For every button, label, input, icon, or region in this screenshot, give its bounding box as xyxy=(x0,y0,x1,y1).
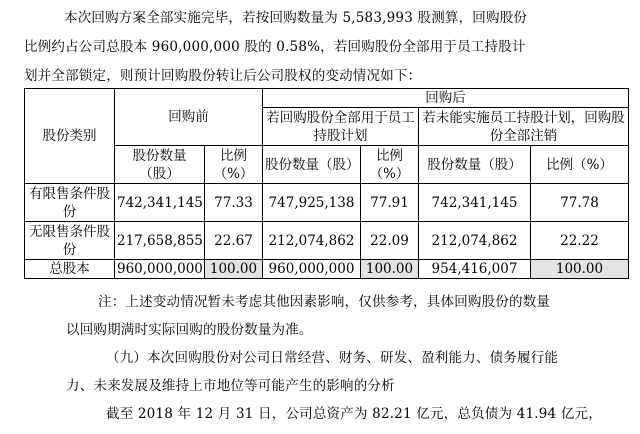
subheader-ratio: 比例（%） xyxy=(361,146,419,184)
cell-b-shares: 954,416,007 xyxy=(419,260,531,279)
intro-line-3: 划并全部锁定，则预计回购股份转让后公司股权的变动情况如下： xyxy=(24,68,422,84)
intro-line-2: 比例约占公司总股本 960,000,000 股的 0.58%，若回购股份全部用于员工持股计 xyxy=(24,39,526,55)
row-label: 有限售条件股份 xyxy=(25,184,115,222)
intro-line-1: 本次回购方案全部实施完毕，若按回购数量为 5,583,993 股测算，回购股份 xyxy=(64,10,528,26)
share-change-table xyxy=(24,88,629,279)
header-category: 股份类别 xyxy=(25,89,115,184)
cell-before-ratio: 22.67 xyxy=(205,222,263,260)
cell-a-shares: 212,074,862 xyxy=(263,222,361,260)
cell-b-shares: 212,074,862 xyxy=(419,222,531,260)
cell-b-ratio: 77.78 xyxy=(531,184,629,222)
last-line: 截至 2018 年 12 月 31 日，公司总资产为 82.21 亿元，总负债为 41.94 亿元， xyxy=(106,406,602,422)
subheader-shares: 股份数量（股） xyxy=(419,146,531,184)
subheader-ratio: 比例（%） xyxy=(531,146,629,184)
cell-before-shares: 742,341,145 xyxy=(115,184,205,222)
cell-a-shares: 747,925,138 xyxy=(263,184,361,222)
cell-a-ratio: 22.09 xyxy=(361,222,419,260)
cell-a-shares: 960,000,000 xyxy=(263,260,361,279)
header-after: 回购后 xyxy=(263,89,629,108)
row-label: 无限售条件股份 xyxy=(25,222,115,260)
row-label: 总股本 xyxy=(25,260,115,279)
cell-b-ratio: 100.00 xyxy=(531,260,629,279)
header-before: 回购前 xyxy=(115,89,263,146)
table-row xyxy=(25,260,629,279)
section-line-1: （九）本次回购股份对公司日常经营、财务、研发、盈利能力、债务履行能 xyxy=(106,350,559,366)
cell-before-shares: 217,658,855 xyxy=(115,222,205,260)
cell-a-ratio: 77.91 xyxy=(361,184,419,222)
subheader-ratio: 比例（%） xyxy=(205,146,263,184)
cell-b-shares: 742,341,145 xyxy=(419,184,531,222)
cell-before-ratio: 77.33 xyxy=(205,184,263,222)
header-scenario-b: 若未能实施员工持股计划，回购股份全部注销 xyxy=(419,108,629,146)
cell-b-ratio: 22.22 xyxy=(531,222,629,260)
note-line-1: 注：上述变动情况暂未考虑其他因素影响，仅供参考，具体回购股份的数量 xyxy=(98,294,551,310)
table-row xyxy=(25,184,629,222)
table-row xyxy=(25,222,629,260)
subheader-shares: 股份数量（股） xyxy=(115,146,205,184)
subheader-shares: 股份数量（股） xyxy=(263,146,361,184)
header-scenario-a: 若回购股份全部用于员工持股计划 xyxy=(263,108,419,146)
cell-before-ratio: 100.00 xyxy=(205,260,263,279)
cell-before-shares: 960,000,000 xyxy=(115,260,205,279)
cell-a-ratio: 100.00 xyxy=(361,260,419,279)
section-line-2: 力、未来发展及维持上市地位等可能产生的影响的分析 xyxy=(66,378,395,394)
note-line-2: 以回购期满时实际回购的股份数量为准。 xyxy=(66,322,313,338)
